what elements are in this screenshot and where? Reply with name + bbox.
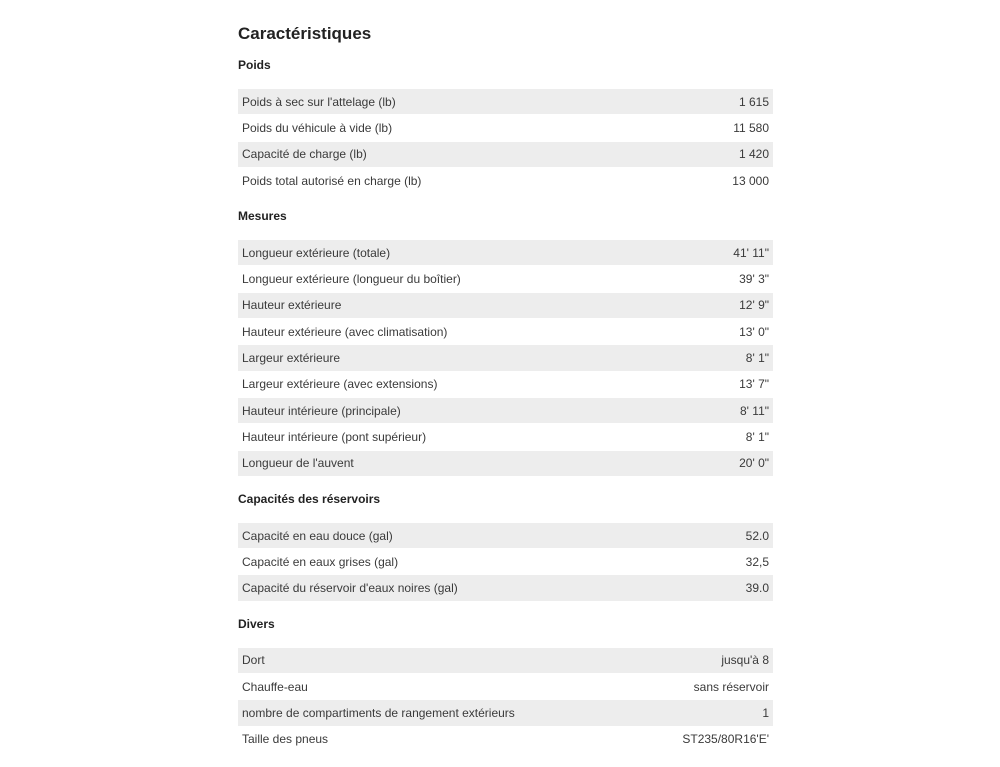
spec-value: sans réservoir <box>693 679 769 694</box>
spec-row <box>238 674 773 700</box>
section-title-mesures: Mesures <box>238 209 287 224</box>
page-title: Caractéristiques <box>238 24 372 43</box>
spec-value: 11 580 <box>733 120 769 135</box>
spec-row <box>238 142 773 168</box>
spec-row <box>238 424 773 450</box>
spec-row <box>238 727 773 753</box>
section-title-capacites-des-reservoirs: Capacités des réservoirs <box>238 491 381 506</box>
spec-label: Longueur de l'auvent <box>242 456 354 471</box>
spec-label: Largeur extérieure (avec extensions) <box>242 377 438 392</box>
spec-row <box>238 168 773 194</box>
spec-label: Longueur extérieure (longueur du boîtier) <box>242 272 461 287</box>
spec-row <box>238 549 773 575</box>
spec-value: 13 000 <box>732 173 769 188</box>
spec-table-mesures <box>238 240 773 477</box>
spec-value: 39.0 <box>745 581 769 596</box>
spec-label: Capacité en eaux grises (gal) <box>242 554 399 569</box>
spec-value: jusqu'à 8 <box>721 653 769 668</box>
spec-value: 8' 1" <box>745 429 769 444</box>
spec-label: nombre de compartiments de rangement extérieurs <box>242 705 515 720</box>
spec-row <box>238 648 773 674</box>
spec-value: 39' 3" <box>739 272 769 287</box>
spec-label: Hauteur extérieure (avec climatisation) <box>242 324 448 339</box>
spec-row <box>238 293 773 319</box>
section-poids <box>238 57 773 194</box>
spec-label: Capacité du réservoir d'eaux noires (gal) <box>242 581 458 596</box>
spec-row <box>238 345 773 371</box>
spec-label: Poids total autorisé en charge (lb) <box>242 173 422 188</box>
spec-row <box>238 240 773 266</box>
spec-row <box>238 523 773 549</box>
spec-row <box>238 700 773 726</box>
spec-label: Longueur extérieure (totale) <box>242 245 391 260</box>
spec-row <box>238 372 773 398</box>
spec-row <box>238 115 773 141</box>
spec-table-poids <box>238 89 773 194</box>
spec-label: Dort <box>242 653 265 668</box>
spec-row <box>238 319 773 345</box>
spec-row <box>238 451 773 477</box>
spec-label: Largeur extérieure <box>242 351 341 366</box>
spec-label: Hauteur intérieure (principale) <box>242 403 401 418</box>
spec-label: Hauteur intérieure (pont supérieur) <box>242 429 427 444</box>
spec-value: 1 420 <box>738 147 769 162</box>
spec-value: 41' 11" <box>733 245 769 260</box>
spec-value: 13' 7" <box>739 377 769 392</box>
spec-label: Hauteur extérieure <box>242 298 342 313</box>
spec-label: Taille des pneus <box>242 732 329 747</box>
spec-row <box>238 266 773 292</box>
section-title-poids: Poids <box>238 58 271 72</box>
spec-label: Capacité en eau douce (gal) <box>242 528 393 543</box>
spec-label: Capacité de charge (lb) <box>242 147 367 162</box>
spec-value: 8' 11" <box>739 403 769 418</box>
spec-value: 8' 1" <box>745 351 769 366</box>
spec-table-capacites-des-reservoirs <box>238 523 773 602</box>
spec-label: Chauffe-eau <box>242 679 308 694</box>
spec-value: ST235/80R16'E' <box>682 732 769 747</box>
specifications-panel <box>238 22 773 767</box>
spec-value: 1 <box>762 705 769 720</box>
spec-value: 32,5 <box>745 554 769 569</box>
spec-label: Poids à sec sur l'attelage (lb) <box>242 94 396 109</box>
spec-row <box>238 89 773 115</box>
spec-label: Poids du véhicule à vide (lb) <box>242 120 393 135</box>
spec-value: 12' 9" <box>739 298 769 313</box>
section-capacites-des-reservoirs <box>238 491 773 602</box>
section-title-divers: Divers <box>238 616 275 631</box>
spec-table-divers <box>238 648 773 753</box>
spec-value: 20' 0" <box>739 456 769 471</box>
spec-value: 13' 0" <box>739 324 769 339</box>
spec-row <box>238 398 773 424</box>
spec-value: 1 615 <box>738 94 769 109</box>
spec-value: 52.0 <box>745 528 769 543</box>
section-divers <box>238 616 773 753</box>
section-mesures <box>238 208 773 477</box>
spec-row <box>238 575 773 601</box>
